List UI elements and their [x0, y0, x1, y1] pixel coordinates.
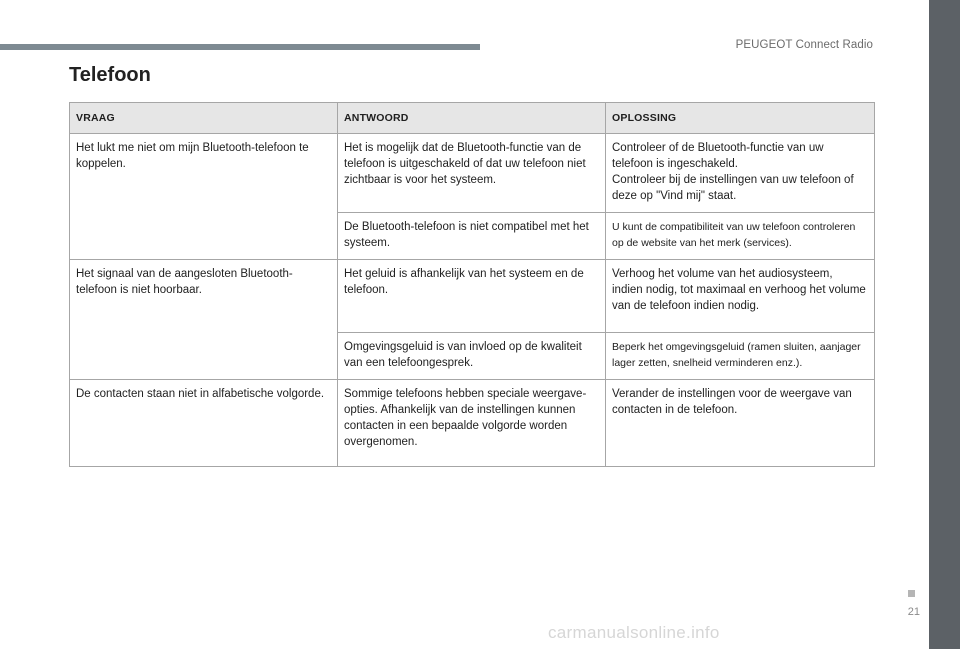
page-marker-icon — [908, 590, 915, 597]
table-row — [70, 260, 875, 333]
table-row — [70, 380, 875, 467]
solution-cell: Controleer of de Bluetooth-functie van uw telefoon is ingeschakeld. Controleer bij de instellingen van uw telefoon of deze op "Vind mij" staat. — [606, 134, 875, 213]
answer-cell: Omgevingsgeluid is van invloed op de kwaliteit van een telefoongesprek. — [338, 333, 606, 380]
faq-table — [69, 102, 875, 467]
column-header-question: VRAAG — [70, 103, 338, 134]
question-cell: De contacten staan niet in alfabetische volgorde. — [70, 380, 338, 467]
answer-cell: De Bluetooth-telefoon is niet compatibel met het systeem. — [338, 213, 606, 260]
header-rule — [0, 44, 480, 50]
header-title: PEUGEOT Connect Radio — [735, 39, 873, 51]
answer-cell: Sommige telefoons hebben speciale weergave-opties. Afhankelijk van de instellingen kunnen contacten in een bepaalde volgorde worden overgenomen. — [338, 380, 606, 467]
solution-cell: Verhoog het volume van het audiosysteem, indien nodig, tot maximaal en verhoog het volume van de telefoon indien nodig. — [606, 260, 875, 333]
answer-cell: Het is mogelijk dat de Bluetooth-functie van de telefoon is uitgeschakeld of dat uw telefoon niet zichtbaar is voor het systeem. — [338, 134, 606, 213]
question-cell: Het signaal van de aangesloten Bluetooth-telefoon is niet hoorbaar. — [70, 260, 338, 380]
answer-cell: Het geluid is afhankelijk van het systeem en de telefoon. — [338, 260, 606, 333]
column-header-answer: ANTWOORD — [338, 103, 606, 134]
page-side-strip — [929, 0, 960, 649]
solution-cell: Beperk het omgevingsgeluid (ramen sluiten, aanjager lager zetten, snelheid verminderen enz.). — [606, 333, 875, 380]
page-title: Telefoon — [69, 64, 151, 86]
question-cell: Het lukt me niet om mijn Bluetooth-telefoon te koppelen. — [70, 134, 338, 260]
column-header-solution: OPLOSSING — [606, 103, 875, 134]
page-number: 21 — [907, 606, 920, 618]
table-header-row — [70, 103, 875, 134]
table-row — [70, 134, 875, 213]
solution-cell: Verander de instellingen voor de weergave van contacten in de telefoon. — [606, 380, 875, 467]
solution-cell: U kunt de compatibiliteit van uw telefoon controleren op de website van het merk (services). — [606, 213, 875, 260]
watermark: carmanualsonline.info — [548, 623, 720, 642]
